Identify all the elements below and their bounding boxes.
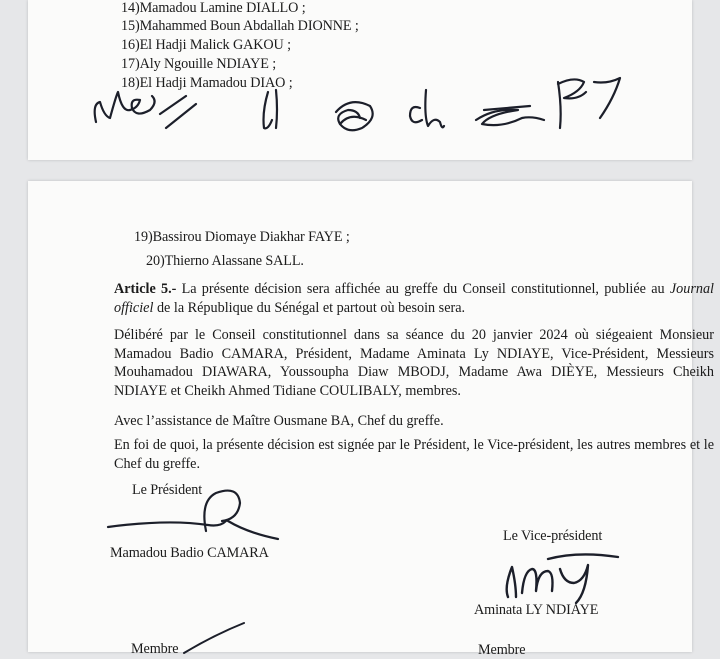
- vice-president-signature: [498, 549, 628, 609]
- membre-right-label: Membre: [478, 642, 526, 658]
- vice-president-name: Aminata LY NDIAYE: [474, 602, 599, 618]
- paragraph-assistance-text: Avec l’assistance de Maître Ousmane BA, Chef du greffe.: [114, 413, 444, 429]
- article-5-text-2: de la République du Sénégal et partout où besoin sera.: [153, 299, 466, 316]
- president-title: Le Président: [132, 482, 203, 498]
- paragraph-delibere: [114, 326, 714, 400]
- candidate-19: 19)Bassirou Diomaye Diakhar FAYE ;: [134, 229, 350, 245]
- document-page-top: [28, 0, 692, 160]
- candidate-17: 17)Aly Ngouille NDIAYE ;: [121, 56, 277, 72]
- member-signature-stroke: [178, 619, 258, 655]
- article-5-label: Article 5.-: [114, 281, 177, 297]
- president-name: Mamadou Badio CAMARA: [110, 545, 269, 561]
- paragraph-assistance: [114, 412, 714, 431]
- vice-president-title: Le Vice-président: [503, 528, 603, 544]
- membre-left-label: Membre: [131, 641, 179, 657]
- paragraph-delibere-text: Délibéré par le Conseil constitutionnel dans sa séance du 20 janvier 2024 où siégeaient Monsieur Mamadou Badio CAMARA, Président, Madame Aminata Ly NDIAYE, Vice-Président, Messieurs Mouhamadou DIAWARA, Youssoupha Diaw MBODJ, Madame Awa DIÈYE, Messieurs Cheikh NDIAYE et Cheikh Ahmed Tidiane COULIBALY, membres.: [114, 327, 714, 399]
- document-page-bottom: [28, 181, 714, 658]
- candidate-14: 14)Mamadou Lamine DIALLO ;: [121, 0, 306, 16]
- initials-signature-row: [88, 62, 648, 152]
- candidate-15: 15)Mahammed Boun Abdallah DIONNE ;: [121, 18, 359, 34]
- paragraph-foi: [114, 436, 714, 473]
- article-5: [114, 280, 714, 317]
- article-5-text-1: La présente décision sera affichée au greffe du Conseil constitutionnel, publiée au: [176, 281, 670, 297]
- candidate-18: 18)El Hadji Mamadou DIAO ;: [121, 75, 293, 91]
- candidate-20: 20)Thierno Alassane SALL.: [146, 253, 304, 269]
- president-signature: [98, 481, 298, 551]
- candidate-16: 16)El Hadji Malick GAKOU ;: [121, 37, 291, 53]
- journal-officiel: Journal officiel: [114, 281, 714, 316]
- paragraph-foi-text: En foi de quoi, la présente décision est signée par le Président, le Vice-président, les autres membres et le Chef du greffe.: [114, 437, 714, 472]
